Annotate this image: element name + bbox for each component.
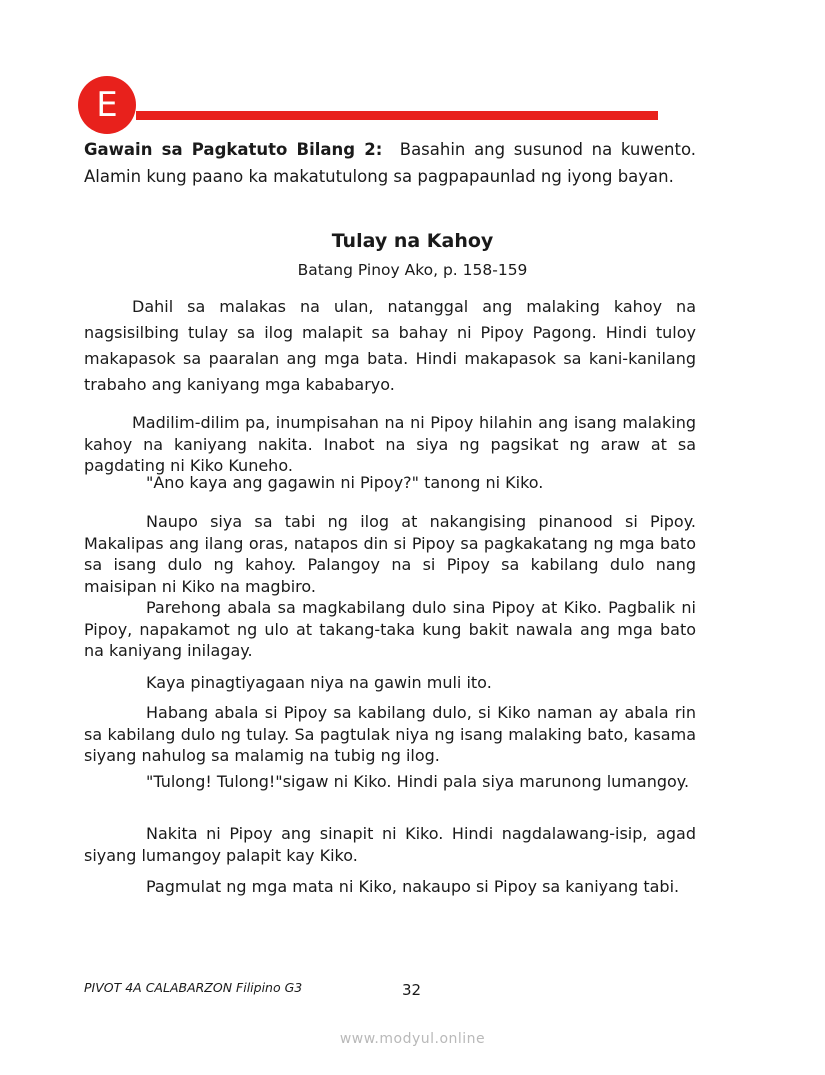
footer-module-label: PIVOT 4A CALABARZON Filipino G3 xyxy=(84,980,303,995)
story-source: Batang Pinoy Ako, p. 158-159 xyxy=(297,261,528,279)
story-paragraph: "Ano kaya ang gagawin ni Pipoy?" tanong ni Kiko. xyxy=(146,473,544,492)
story-paragraph: Kaya pinagtiyagaan niya na gawin muli ito. xyxy=(146,673,492,692)
story-paragraph: Nakita ni Pipoy ang sinapit ni Kiko. Hindi nagdalawang-isip, agad siyang lumangoy palapit kay Kiko. xyxy=(84,824,696,865)
story-paragraph: "Tulong! Tulong!"sigaw ni Kiko. Hindi pala siya marunong lumangoy. xyxy=(146,772,690,791)
story-paragraph: Habang abala si Pipoy sa kabilang dulo, si Kiko naman ay abala rin sa kabilang dulo ng tulay. Sa pagtulak niya ng isang malaking bato, kasama siyang nahulog sa malamig na tubig ng ilog. xyxy=(84,703,696,765)
section-divider-bar xyxy=(136,111,658,120)
watermark-text: www.modyul.online xyxy=(339,1031,486,1047)
story-paragraph: Naupo siya sa tabi ng ilog at nakangising pinanood si Pipoy. Makalipas ang ilang oras, natapos din si Pipoy sa pagkakatang ng mga bato sa isang dulo ng kahoy. Palangoy na si Pipoy sa kabilang dulo nang maisipan ni Kiko na magbiro. xyxy=(84,512,696,596)
section-badge xyxy=(78,76,136,134)
activity-text: Basahin ang susunod na kuwento. Alamin kung paano ka makatutulong sa pagpapaunlad ng iyong bayan. xyxy=(84,140,696,186)
page-number: 32 xyxy=(402,981,422,999)
activity-label: Gawain sa Pagkatuto Bilang 2: xyxy=(84,140,383,159)
story-paragraph: Pagmulat ng mga mata ni Kiko, nakaupo si Pipoy sa kaniyang tabi. xyxy=(146,877,680,896)
story-title: Tulay na Kahoy xyxy=(331,230,494,252)
story-paragraph: Madilim-dilim pa, inumpisahan na ni Pipoy hilahin ang isang malaking kahoy na kaniyang nakita. Inabot na siya ng pagsikat ng araw at sa pagdating ni Kiko Kuneho. xyxy=(84,413,696,475)
activity-instructions xyxy=(84,136,696,190)
story-paragraph: Parehong abala sa magkabilang dulo sina Pipoy at Kiko. Pagbalik ni Pipoy, napakamot ng ulo at takang-taka kung bakit nawala ang mga bato na kaniyang inilagay. xyxy=(84,598,696,660)
story-paragraph: Dahil sa malakas na ulan, natanggal ang malaking kahoy na nagsisilbing tulay sa ilog malapit sa bahay ni Pipoy Pagong. Hindi tuloy makapasok sa paaralan ang mga bata. Hindi makapasok sa kani-kanilang trabaho ang kaniyang mga kababaryo. xyxy=(84,297,696,394)
section-letter: E xyxy=(96,85,118,125)
